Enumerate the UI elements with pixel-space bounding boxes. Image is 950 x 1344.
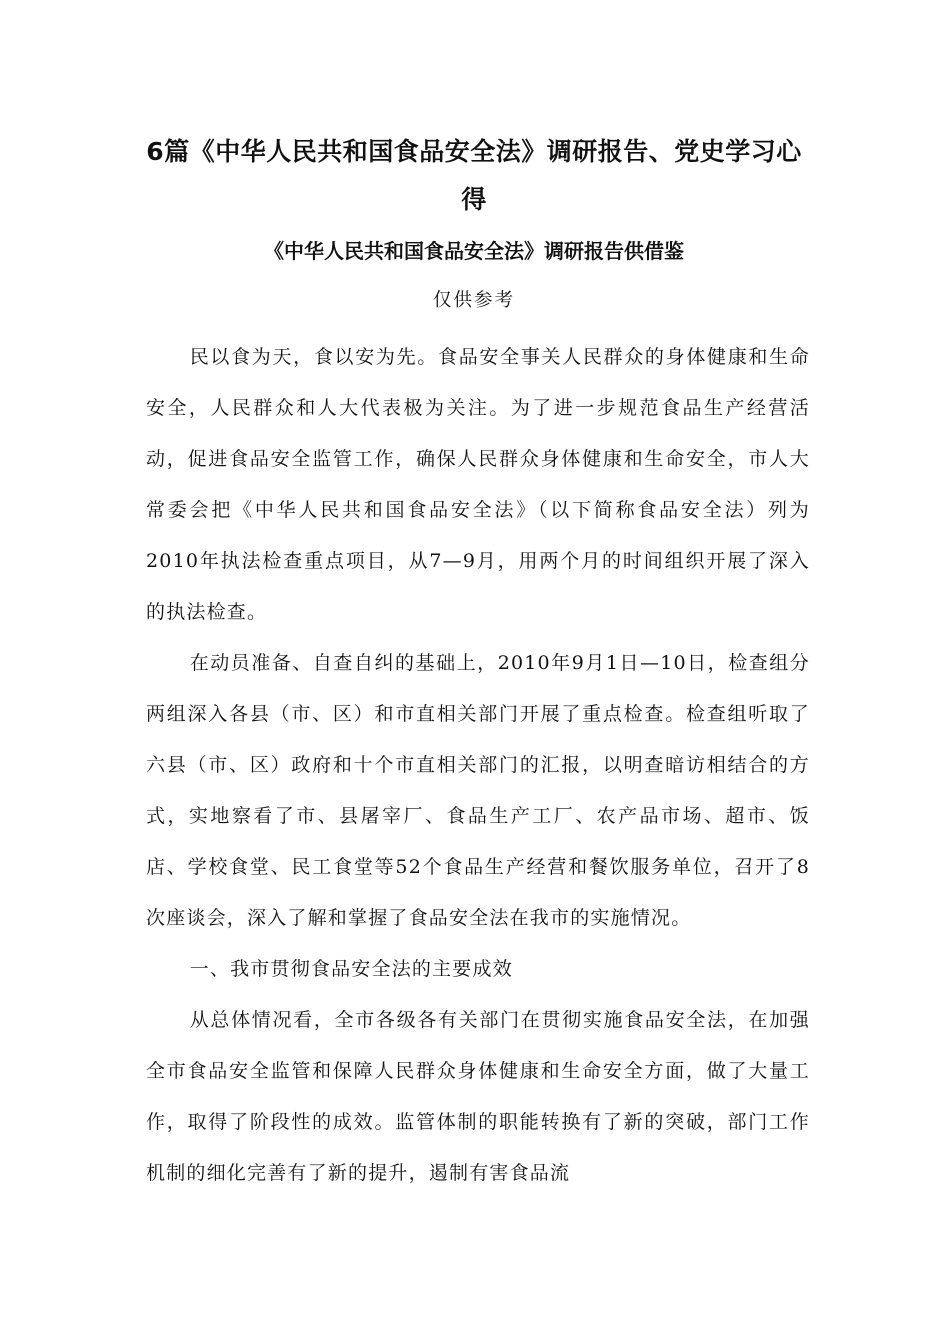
- intro-paragraph: 民以食为天，食以安为先。食品安全事关人民群众的身体健康和生命安全，人民群众和人大代表极为关注。为了进一步规范食品生产经营活动，促进食品安全监管工作，确保人民群众身体健康和生命安全，市人大常委会把《中华人民共和国食品安全法》（以下简称食品安全法）列为2010年执法检查重点项目，从7—9月，用两个月的时间组织开展了深入的执法检查。: [146, 346, 810, 623]
- document-subtitle: 《中华人民共和国食品安全法》调研报告供借鉴: [264, 239, 684, 263]
- document-title: 6篇《中华人民共和国食品安全法》调研报告、党史学习心得: [146, 137, 802, 214]
- inspection-paragraph: 在动员准备、自查自纠的基础上，2010年9月1日—10日，检查组分两组深入各县（市、区）和市直相关部门开展了重点检查。检查组听取了六县（市、区）政府和十个市直相关部门的汇报，以明查暗访相结合的方式，实地察看了市、县屠宰厂、食品生产工厂、农产品市场、超市、饭店、学校食堂、民工食堂等52个食品生产经营和餐饮服务单位，召开了8次座谈会，深入了解和掌握了食品安全法在我市的实施情况。: [146, 652, 810, 929]
- document-body: [146, 332, 810, 1199]
- reference-note: 仅供参考: [432, 290, 515, 311]
- section-heading: 一、我市贯彻食品安全法的主要成效: [189, 958, 513, 980]
- section-paragraph: 从总体情况看，全市各级各有关部门在贯彻实施食品安全法，在加强全市食品安全监管和保障人民群众身体健康和生命安全方面，做了大量工作，取得了阶段性的成效。监管体制的职能转换有了新的突破，部门工作机制的细化完善有了新的提升，遏制有害食品流: [146, 1009, 810, 1184]
